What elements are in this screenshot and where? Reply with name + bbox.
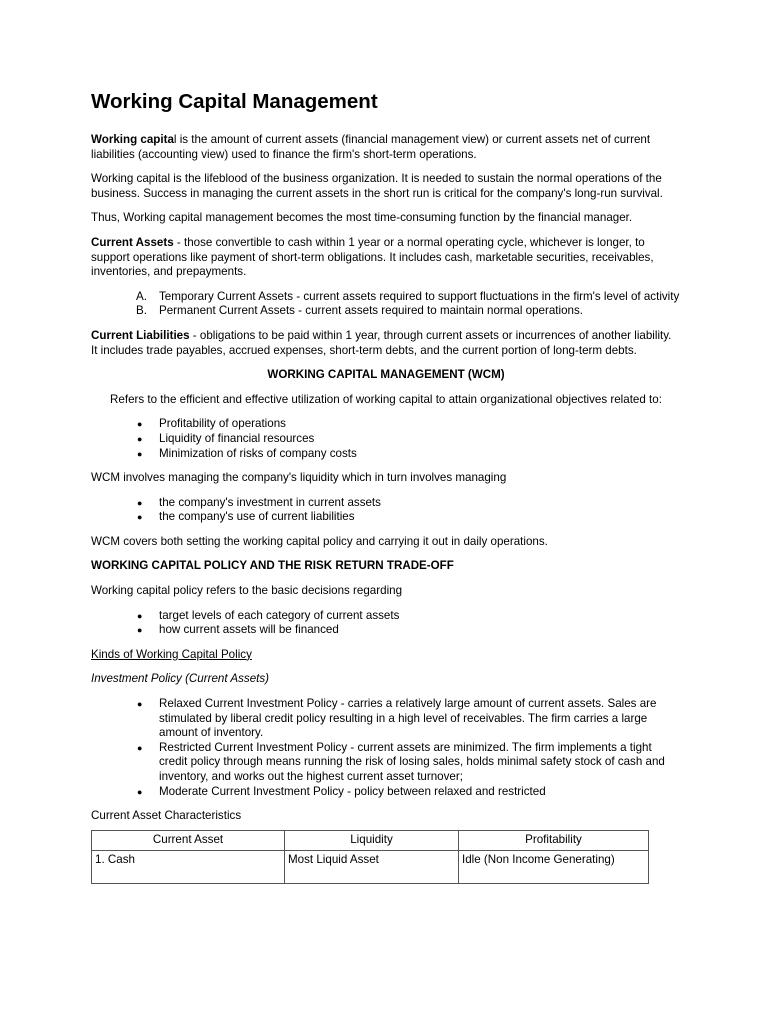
current-assets-list — [91, 290, 681, 319]
current-liabilities-term: Current Liabilities — [91, 328, 190, 342]
bullet-icon: ● — [137, 433, 143, 444]
list-marker: B. — [136, 304, 147, 318]
wcm-refers-paragraph: Refers to the efficient and effective utilization of working capital to attain organizational objectives related to: — [110, 392, 662, 406]
table-header-cell: Profitability — [459, 830, 649, 850]
intro-text: l is the amount of current assets (financial management view) or current assets net of current liabilities (accounting view) used to finance the firm's short-term operations. — [91, 133, 651, 161]
list-item — [91, 609, 681, 624]
list-item — [91, 623, 681, 638]
current-liabilities-paragraph — [91, 329, 681, 358]
table-header-cell: Current Asset — [92, 830, 285, 850]
lifeblood-paragraph: Working capital is the lifeblood of the business organization. It is needed to sustain the normal operations of the business. Success in managing the current assets in the short run is critical for the company's long-run survival. — [91, 172, 663, 200]
bullet-icon: ● — [137, 625, 143, 636]
list-item-text: Temporary Current Assets - current assets required to support fluctuations in the firm's level of activity — [159, 289, 680, 303]
bullet-icon: ● — [137, 448, 143, 459]
policy-heading: WORKING CAPITAL POLICY AND THE RISK RETURN TRADE-OFF — [91, 559, 454, 573]
current-assets-paragraph — [91, 236, 681, 280]
investment-policy-list — [91, 697, 681, 799]
wcm-involves-paragraph: WCM involves managing the company's liquidity which in turn involves managing — [91, 471, 507, 485]
current-liabilities-text: - obligations to be paid within 1 year, through current assets or incurrences of another liability. It includes trade payables, accrued expenses, short-term debts, and the current portion of long-term debts. — [91, 328, 672, 357]
list-item — [91, 785, 681, 800]
list-item-text: Liquidity of financial resources — [159, 431, 315, 445]
table-row — [92, 850, 649, 883]
kinds-heading: Kinds of Working Capital Policy — [91, 647, 252, 661]
current-asset-table — [91, 830, 649, 884]
document-body — [91, 90, 681, 884]
list-item-text: Profitability of operations — [159, 417, 286, 431]
list-item — [91, 496, 681, 511]
current-assets-text: - those convertible to cash within 1 year or a normal operating cycle, whichever is longer, to support operations like payment of short-term obligations. It includes cash, marketable securities, receivables, inventories, and prepayments. — [91, 235, 654, 279]
wcm-heading: WORKING CAPITAL MANAGEMENT (WCM) — [267, 368, 505, 382]
list-marker: A. — [136, 289, 147, 303]
thus-paragraph: Thus, Working capital management becomes the most time-consuming function by the financial manager. — [91, 211, 633, 225]
bullet-icon: ● — [137, 699, 143, 710]
wcm-objectives-list — [91, 417, 681, 461]
intro-term: Working capita — [91, 133, 174, 146]
wcm-involves-list — [91, 496, 681, 525]
list-item-text: the company's use of current liabilities — [159, 510, 355, 524]
list-item — [91, 417, 681, 432]
list-item — [91, 304, 681, 319]
list-item — [91, 741, 681, 785]
table-caption: Current Asset Characteristics — [91, 809, 242, 823]
list-item — [91, 432, 681, 447]
wcm-covers-paragraph: WCM covers both setting the working capital policy and carrying it out in daily operations. — [91, 534, 548, 548]
list-item-text: target levels of each category of current assets — [159, 608, 400, 622]
table-header-cell: Liquidity — [285, 830, 459, 850]
list-item — [91, 510, 681, 525]
intro-paragraph — [91, 133, 681, 162]
list-item-text: Permanent Current Assets - current assets required to maintain normal operations. — [159, 304, 584, 318]
policy-list — [91, 609, 681, 638]
list-item-text: Restricted Current Investment Policy - current assets are minimized. The firm implements a tight credit policy through means running the risk of losing sales, holds minimal safety stock of cash and inventory, and works out the highest current asset turnover; — [159, 740, 665, 783]
policy-refers-paragraph: Working capital policy refers to the basic decisions regarding — [91, 584, 403, 598]
table-cell: Most Liquid Asset — [285, 850, 459, 883]
list-item — [91, 447, 681, 462]
current-assets-term: Current Assets — [91, 235, 174, 249]
bullet-icon: ● — [137, 497, 143, 508]
list-item — [91, 697, 681, 741]
bullet-icon: ● — [137, 610, 143, 621]
table-cell: 1. Cash — [92, 850, 285, 883]
list-item — [91, 290, 681, 305]
table-header-row — [92, 830, 649, 850]
bullet-icon: ● — [137, 742, 143, 753]
list-item-text: how current assets will be financed — [159, 623, 339, 637]
table-cell: Idle (Non Income Generating) — [459, 850, 649, 883]
list-item-text: Relaxed Current Investment Policy - carries a relatively large amount of current assets. Sales are stimulated by liberal credit policy resulting in a high level of receivables. The firm carries a large amount of inventory. — [159, 697, 657, 740]
investment-policy-heading: Investment Policy (Current Assets) — [91, 672, 270, 686]
bullet-icon: ● — [137, 512, 143, 523]
page-title: Working Capital Management — [91, 90, 378, 113]
bullet-icon: ● — [137, 786, 143, 797]
bullet-icon: ● — [137, 419, 143, 430]
list-item-text: Minimization of risks of company costs — [159, 446, 357, 460]
list-item-text: Moderate Current Investment Policy - policy between relaxed and restricted — [159, 784, 546, 798]
list-item-text: the company's investment in current assets — [159, 495, 381, 509]
